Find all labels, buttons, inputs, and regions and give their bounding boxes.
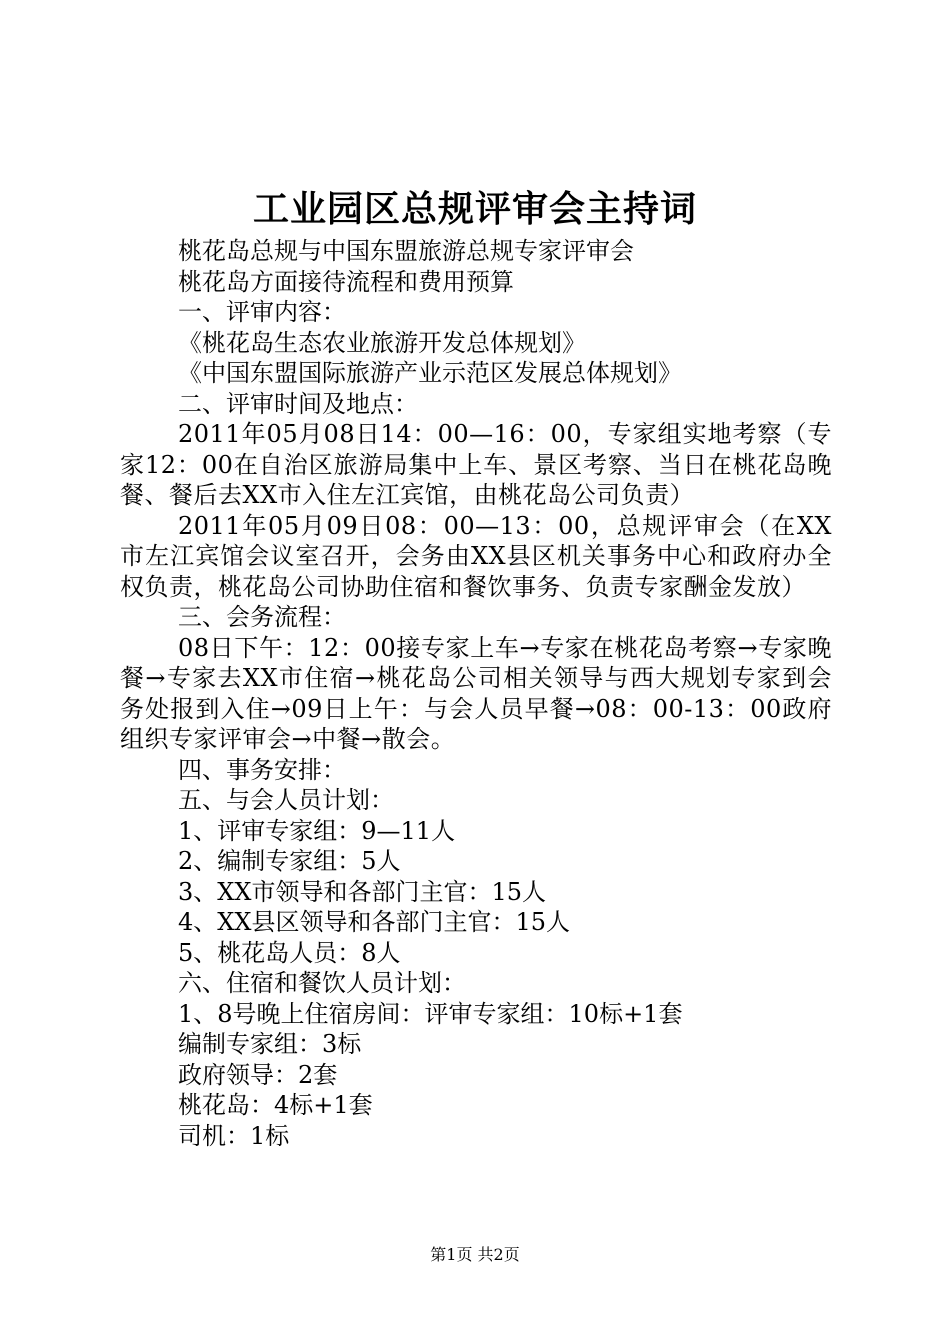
body-line: 《桃花岛生态农业旅游开发总体规划》 [178, 328, 586, 357]
section-heading: 三、会务流程： [178, 603, 346, 631]
section-heading: 四、事务安排： [178, 755, 346, 784]
list-item: 4、XX县区领导和各部门主官：15人 [178, 908, 570, 936]
section-heading: 一、评审内容： [178, 298, 346, 326]
list-item: 1、8号晚上住宿房间：评审专家组：10标+1套 [178, 999, 683, 1028]
body-line: 《中国东盟国际旅游产业示范区发展总体规划》 [178, 359, 682, 387]
list-item: 3、XX市领导和各部门主官：15人 [178, 877, 546, 906]
list-item: 2、编制专家组：5人 [178, 847, 401, 875]
document-body [120, 236, 832, 1151]
section-heading: 五、与会人员计划： [178, 786, 394, 814]
document-title: 工业园区总规评审会主持词 [252, 188, 697, 230]
list-item: 1、评审专家组：9—11人 [178, 816, 456, 845]
list-item: 司机：1标 [178, 1121, 290, 1150]
list-item: 编制专家组：3标 [178, 1030, 362, 1058]
page-footer: 第1页 共2页 [430, 1245, 520, 1264]
body-paragraph: 2011年05月09日08：00—13：00，总规评审会（在XX市左江宾馆会议室召开，会务由XX县区机关事务中心和政府办全权负责，桃花岛公司协助住宿和餐饮事务、负责专家酬金发放） [120, 511, 832, 601]
list-item: 5、桃花岛人员：8人 [178, 938, 401, 967]
body-line: 桃花岛总规与中国东盟旅游总规专家评审会 [178, 237, 634, 265]
section-heading: 六、住宿和餐饮人员计划： [178, 969, 466, 997]
body-paragraph: 2011年05月08日14：00—16：00，专家组实地考察（专家12：00在自治区旅游局集中上车、景区考察、当日在桃花岛晚餐、餐后去XX市入住左江宾馆，由桃花岛公司负责） [120, 420, 832, 509]
body-line: 桃花岛方面接待流程和费用预算 [178, 267, 514, 296]
section-heading: 二、评审时间及地点： [178, 389, 418, 418]
list-item: 政府领导：2套 [178, 1060, 338, 1089]
body-paragraph: 08日下午：12：00接专家上车→专家在桃花岛考察→专家晚餐→专家去XX市住宿→桃花岛公司相关领导与西大规划专家到会务处报到入住→09日上午：与会人员早餐→08：00-13：00政府组织专家评审会→中餐→散会。 [120, 633, 832, 753]
list-item: 桃花岛：4标+1套 [178, 1091, 373, 1119]
